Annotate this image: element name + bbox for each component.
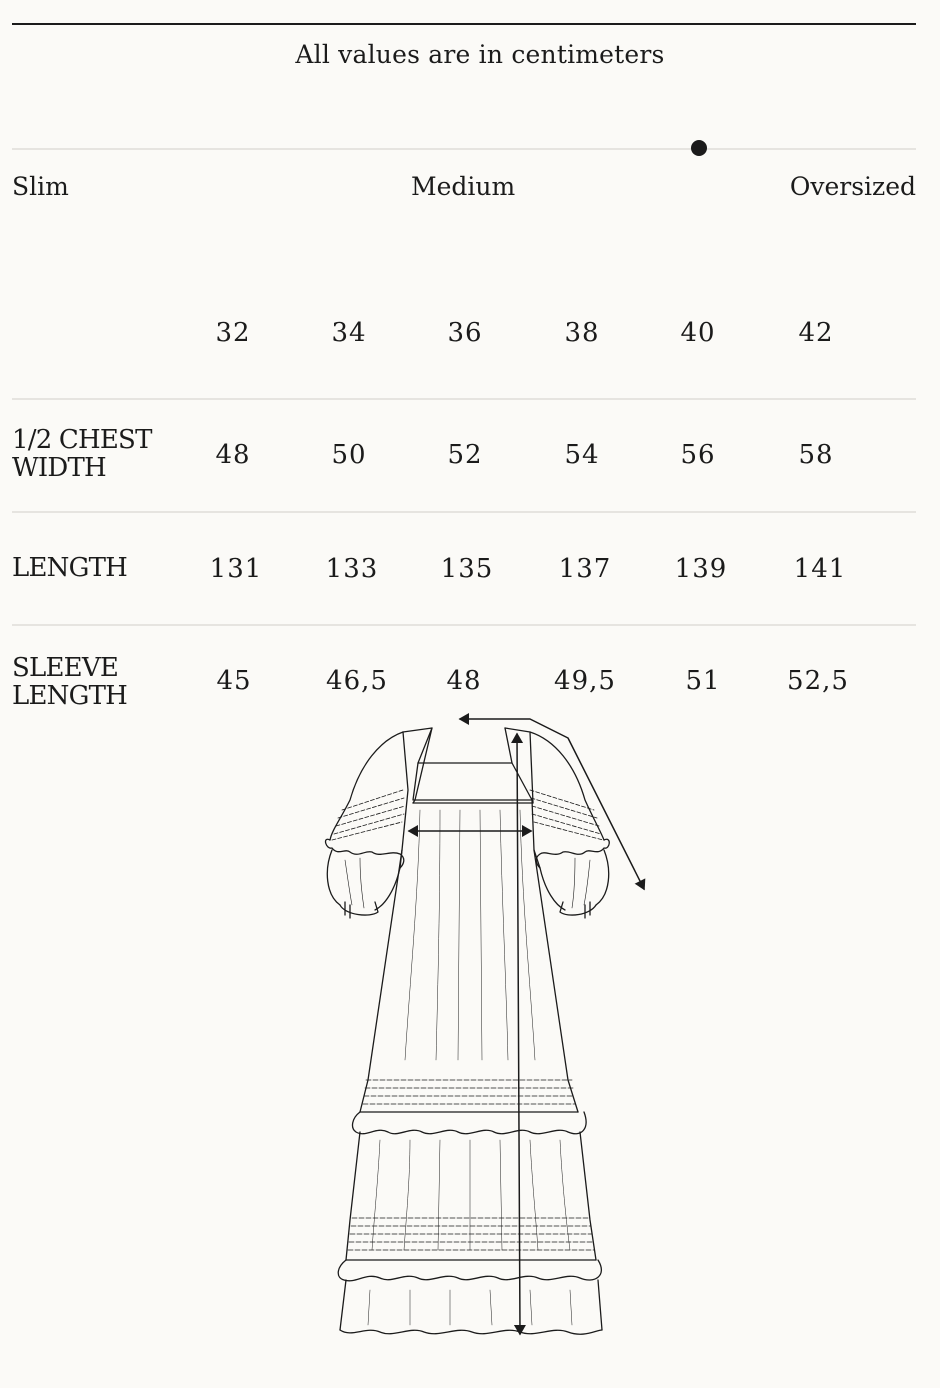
dress-skirt-middle bbox=[346, 1132, 596, 1260]
row-divider bbox=[12, 624, 916, 626]
right-sleeve bbox=[530, 732, 609, 918]
row-divider bbox=[12, 511, 916, 513]
row-label bbox=[12, 426, 192, 482]
row-divider bbox=[12, 398, 916, 400]
size-header-cell: 34 bbox=[331, 318, 367, 348]
size-header-cell: 42 bbox=[798, 318, 834, 348]
size-header-cell: 38 bbox=[564, 318, 600, 348]
value-cell: 54 bbox=[564, 440, 600, 470]
value-cell: 46,5 bbox=[326, 666, 388, 696]
fit-label-slim: Slim bbox=[12, 172, 69, 201]
fit-label-oversized: Oversized bbox=[789, 172, 916, 201]
value-cell: 56 bbox=[680, 440, 716, 470]
value-cell: 48 bbox=[446, 666, 482, 696]
fit-scale-indicator bbox=[691, 140, 707, 156]
dress-illustration bbox=[300, 712, 660, 1352]
row-label-line: SLEEVE bbox=[12, 653, 118, 683]
row-label bbox=[12, 654, 192, 710]
size-header-cell: 32 bbox=[215, 318, 251, 348]
value-cell: 51 bbox=[685, 666, 721, 696]
dress-ruffle-1 bbox=[353, 1112, 587, 1134]
top-rule bbox=[12, 23, 916, 25]
dress-bodice bbox=[403, 728, 533, 803]
value-cell: 52 bbox=[447, 440, 483, 470]
value-cell: 135 bbox=[440, 554, 494, 584]
size-header-cell: 40 bbox=[680, 318, 716, 348]
row-label-line: WIDTH bbox=[12, 453, 106, 483]
value-cell: 50 bbox=[331, 440, 367, 470]
fit-scale-track bbox=[12, 148, 916, 150]
length-arrow bbox=[517, 734, 520, 1334]
units-note: All values are in centimeters bbox=[295, 40, 665, 69]
value-cell: 45 bbox=[216, 666, 252, 696]
value-cell: 133 bbox=[325, 554, 379, 584]
value-cell: 48 bbox=[215, 440, 251, 470]
row-label-line: LENGTH bbox=[12, 553, 127, 583]
row-label-line: LENGTH bbox=[12, 681, 127, 711]
row-label-line: 1/2 CHEST bbox=[12, 425, 152, 455]
fit-label-medium: Medium bbox=[411, 172, 516, 201]
value-cell: 52,5 bbox=[787, 666, 849, 696]
row-label bbox=[12, 554, 192, 582]
value-cell: 139 bbox=[674, 554, 728, 584]
value-cell: 131 bbox=[209, 554, 263, 584]
dress-ruffle-2 bbox=[338, 1260, 601, 1281]
value-cell: 49,5 bbox=[554, 666, 616, 696]
value-cell: 141 bbox=[793, 554, 847, 584]
value-cell: 58 bbox=[798, 440, 834, 470]
value-cell: 137 bbox=[558, 554, 612, 584]
dress-skirt-upper bbox=[360, 810, 578, 1112]
dress-hem bbox=[340, 1280, 602, 1334]
size-header-cell: 36 bbox=[447, 318, 483, 348]
